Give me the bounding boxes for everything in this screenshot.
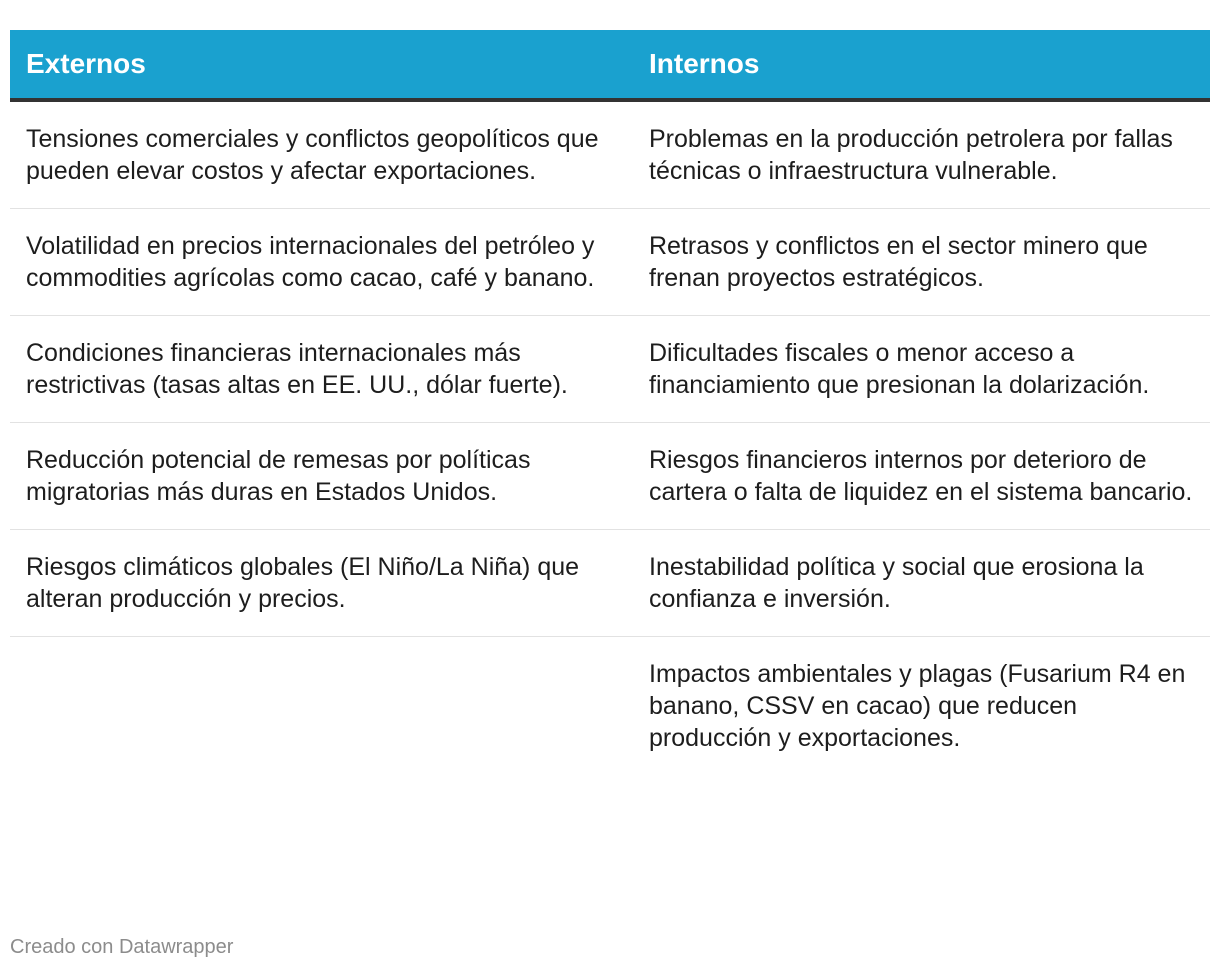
table-cell-internos: Retrasos y conflictos en el sector minero que frenan proyectos estratégicos. xyxy=(633,209,1210,316)
table-cell-externos: Tensiones comerciales y conflictos geopolíticos que pueden elevar costos y afectar exportaciones. xyxy=(10,100,633,209)
table-row xyxy=(10,316,1210,423)
table-cell-externos: Reducción potencial de remesas por políticas migratorias más duras en Estados Unidos. xyxy=(10,423,633,530)
table-header xyxy=(10,30,1210,100)
table-cell-externos: Condiciones financieras internacionales más restrictivas (tasas altas en EE. UU., dólar fuerte). xyxy=(10,316,633,423)
datawrapper-credit-link[interactable]: Creado con Datawrapper xyxy=(10,936,234,958)
header-row xyxy=(10,30,1210,100)
table-row xyxy=(10,209,1210,316)
table-cell-externos: Riesgos climáticos globales (El Niño/La Niña) que alteran producción y precios. xyxy=(10,530,633,637)
table-cell-externos xyxy=(10,637,633,776)
header-internos[interactable]: Internos xyxy=(633,30,1210,100)
table-cell-internos: Impactos ambientales y plagas (Fusarium R4 en banano, CSSV en cacao) que reducen producción y exportaciones. xyxy=(649,660,1186,752)
table-row xyxy=(10,423,1210,530)
table-row xyxy=(10,530,1210,637)
table-row xyxy=(10,100,1210,209)
risk-table xyxy=(10,30,1210,775)
table-body xyxy=(10,100,1210,775)
table-cell-internos: Dificultades fiscales o menor acceso a financiamiento que presionan la dolarización. xyxy=(633,316,1210,423)
table-cell-externos: Volatilidad en precios internacionales del petróleo y commodities agrícolas como cacao, café y banano. xyxy=(10,209,633,316)
table-cell-internos: Riesgos financieros internos por deterioro de cartera o falta de liquidez en el sistema bancario. xyxy=(633,423,1210,530)
table-cell-internos: Problemas en la producción petrolera por fallas técnicas o infraestructura vulnerable. xyxy=(633,100,1210,209)
header-externos[interactable]: Externos xyxy=(10,30,633,100)
risk-table-container xyxy=(10,30,1210,775)
table-cell-internos: Inestabilidad política y social que erosiona la confianza e inversión. xyxy=(633,530,1210,637)
table-row xyxy=(10,637,1210,776)
